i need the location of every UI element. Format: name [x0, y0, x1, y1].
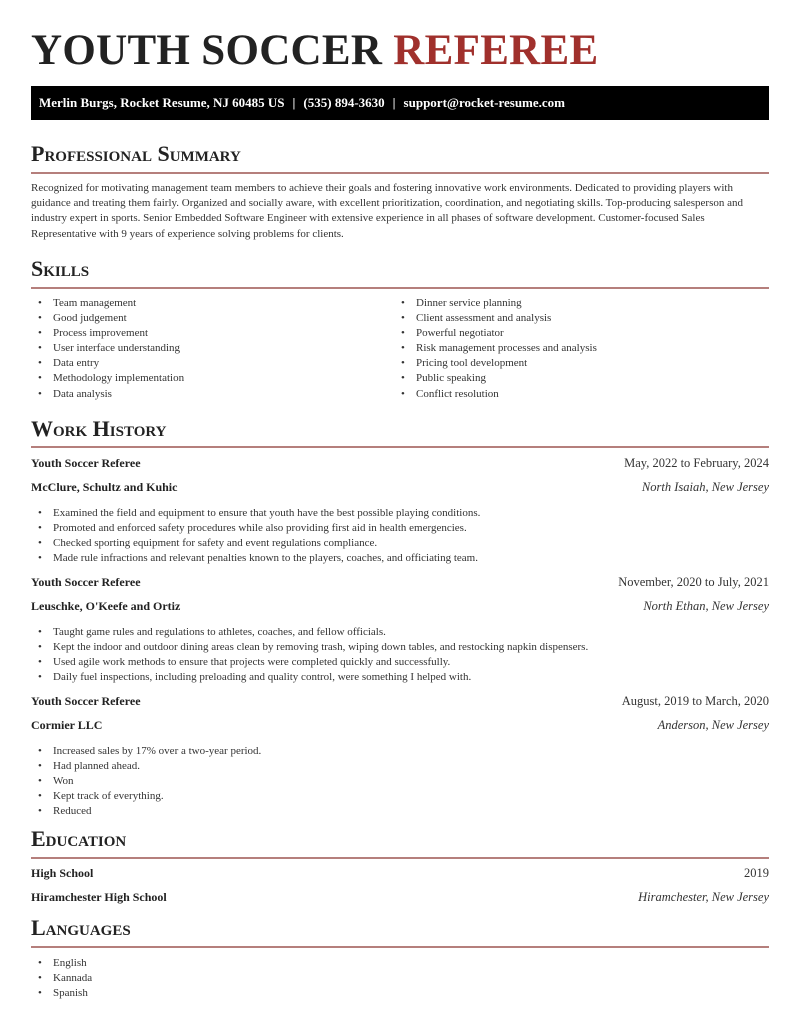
skill-item: • Conflict resolution — [394, 387, 597, 402]
resume-title — [31, 28, 599, 74]
job-dates: May, 2022 to February, 2024 — [624, 456, 769, 470]
job-company-row — [31, 599, 769, 617]
language-item: • Kannada — [31, 971, 92, 986]
job-bullet: • Made rule infractions and relevant penalties known to the players, coaches, and officiating team. — [31, 551, 769, 566]
job-title: Youth Soccer Referee — [31, 456, 141, 470]
job-bullet: • Reduced — [31, 804, 769, 819]
summary-text: Recognized for motivating management team members to achieve their goals and fostering innovative work environments. Dedicated to providing players with guidance and treating them fairly. Organized and socially aware, with excellent prioritization, coordination, and negotiating skills. Top-producing salesperson and industry expert in sports. Senior Embedded Software Engineer with extensive experience in all phases of software development. Customer-focused Sales Representative with 9 years of experience solving problems for clients. — [31, 182, 743, 240]
languages-list — [31, 956, 92, 1001]
contact-bar — [31, 86, 769, 120]
section-heading-skills: Skills — [31, 256, 90, 281]
job-bullet: • Taught game rules and regulations to athletes, coaches, and fellow officials. — [31, 625, 769, 640]
job-bullet: • Examined the field and equipment to ensure that youth have the best possible playing conditions. — [31, 506, 769, 521]
job-company: McClure, Schultz and Kuhic — [31, 480, 178, 494]
job-title: Youth Soccer Referee — [31, 694, 141, 708]
education-school-row — [31, 890, 769, 908]
skills-list-left — [31, 296, 184, 402]
job-company-row — [31, 718, 769, 736]
job-bullet: • Kept the indoor and outdoor dining areas clean by removing trash, wiping down tables, and restocking napkin dispensers. — [31, 640, 769, 655]
contact-separator: | — [392, 95, 396, 110]
contact-address: Merlin Burgs, Rocket Resume, NJ 60485 US — [39, 95, 285, 110]
education-header-row — [31, 866, 769, 884]
skill-item: • Risk management processes and analysis — [394, 341, 597, 356]
education-school: Hiramchester High School — [31, 890, 167, 904]
job-bullet: • Checked sporting equipment for safety and event regulations compliance. — [31, 536, 769, 551]
skill-item: • Powerful negotiator — [394, 326, 597, 341]
language-item: • English — [31, 956, 92, 971]
skill-item: • Pricing tool development — [394, 356, 597, 371]
section-divider — [31, 946, 769, 948]
job-company: Cormier LLC — [31, 718, 103, 732]
section-heading-education: Education — [31, 826, 127, 851]
job-company-row — [31, 480, 769, 498]
job-location: North Ethan, New Jersey — [643, 599, 769, 613]
job-entry — [31, 575, 769, 685]
skill-item: • Data analysis — [31, 387, 184, 402]
education-location: Hiramchester, New Jersey — [638, 890, 769, 904]
section-divider — [31, 172, 769, 174]
job-bullets — [31, 744, 769, 819]
skill-item: • Dinner service planning — [394, 296, 597, 311]
skill-item: • Data entry — [31, 356, 184, 371]
skill-item: • Methodology implementation — [31, 371, 184, 386]
title-main: YOUTH SOCCER — [31, 27, 394, 74]
job-header-row — [31, 456, 769, 474]
job-bullet: • Daily fuel inspections, including preloading and quality control, were something I helped with. — [31, 670, 769, 685]
education-degree: High School — [31, 866, 94, 880]
job-bullet: • Used agile work methods to ensure that projects were completed quickly and successfully. — [31, 655, 769, 670]
skill-item: • Team management — [31, 296, 184, 311]
contact-phone: (535) 894-3630 — [303, 95, 385, 110]
job-company: Leuschke, O'Keefe and Ortiz — [31, 599, 181, 613]
job-location: North Isaiah, New Jersey — [641, 480, 769, 494]
section-heading-work-history: Work History — [31, 416, 167, 441]
skill-item: • Good judgement — [31, 311, 184, 326]
job-bullets — [31, 625, 769, 685]
job-bullet: • Increased sales by 17% over a two-year period. — [31, 744, 769, 759]
job-location: Anderson, New Jersey — [657, 718, 769, 732]
job-dates: November, 2020 to July, 2021 — [618, 575, 769, 589]
job-bullets — [31, 506, 769, 566]
education-year: 2019 — [744, 866, 769, 880]
section-divider — [31, 857, 769, 859]
job-entry — [31, 456, 769, 566]
skill-item: • User interface understanding — [31, 341, 184, 356]
skill-item: • Public speaking — [394, 371, 597, 386]
education-entry — [31, 866, 769, 908]
section-heading-summary: Professional Summary — [31, 141, 241, 166]
language-item: • Spanish — [31, 986, 92, 1001]
section-divider — [31, 287, 769, 289]
job-header-row — [31, 694, 769, 712]
skill-item: • Client assessment and analysis — [394, 311, 597, 326]
job-dates: August, 2019 to March, 2020 — [621, 694, 769, 708]
job-header-row — [31, 575, 769, 593]
skill-item: • Process improvement — [31, 326, 184, 341]
title-accent: REFEREE — [393, 27, 599, 74]
contact-separator: | — [292, 95, 296, 110]
job-bullet: • Promoted and enforced safety procedures while also providing first aid in health emergencies. — [31, 521, 769, 536]
job-bullet: • Had planned ahead. — [31, 759, 769, 774]
job-entry — [31, 694, 769, 819]
job-bullet: • Won — [31, 774, 769, 789]
skills-list-right — [394, 296, 597, 402]
contact-email[interactable]: support@rocket-resume.com — [403, 95, 565, 110]
section-heading-languages: Languages — [31, 915, 131, 940]
section-divider — [31, 446, 769, 448]
job-title: Youth Soccer Referee — [31, 575, 141, 589]
job-bullet: • Kept track of everything. — [31, 789, 769, 804]
